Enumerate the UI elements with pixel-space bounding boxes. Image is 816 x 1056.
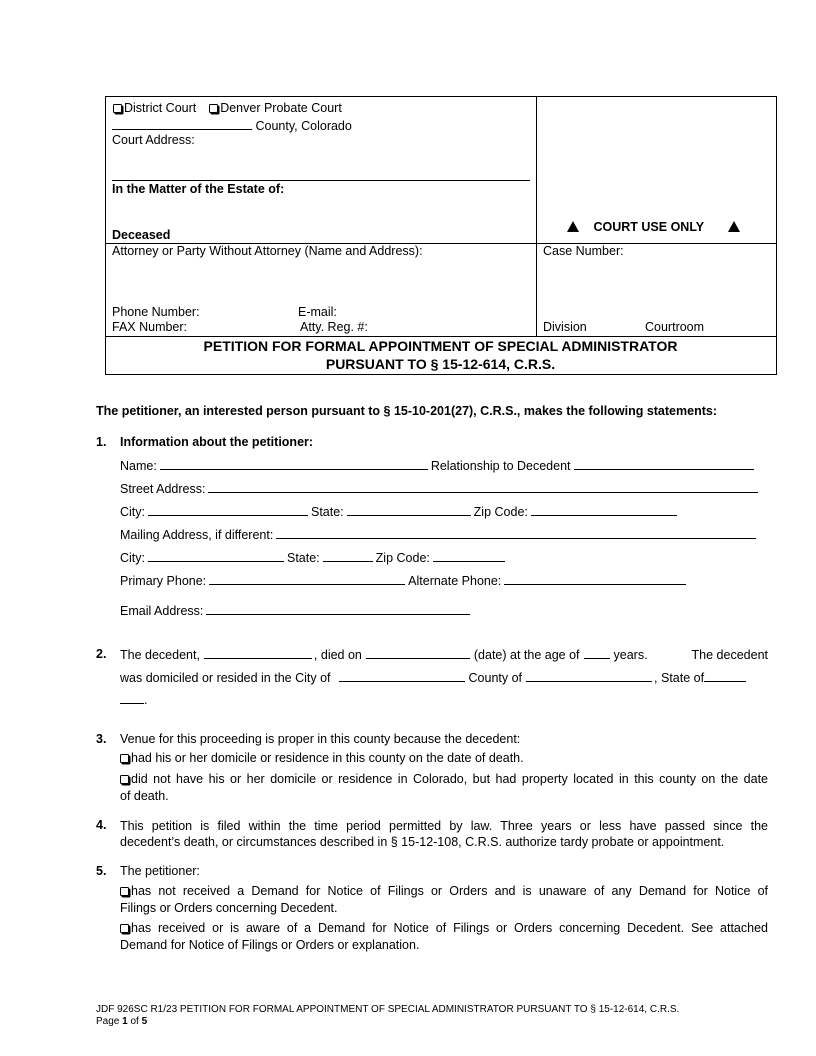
mailing-state-field[interactable] bbox=[323, 550, 373, 562]
demand-option-2-checkbox[interactable] bbox=[120, 924, 129, 933]
death-date-field[interactable] bbox=[366, 647, 470, 659]
triangle-up-icon bbox=[728, 221, 740, 232]
phone-row bbox=[120, 573, 689, 588]
state-label: State: bbox=[311, 505, 344, 519]
fax-label: FAX Number: bbox=[112, 320, 188, 334]
primary-phone-label: Primary Phone: bbox=[120, 574, 207, 588]
footer-form-id: JDF 926SC R1/23 PETITION FOR FORMAL APPOINTMENT OF SPECIAL ADMINISTRATOR PURSUANT TO § 15-12-614, C.R.S. bbox=[96, 1004, 680, 1015]
form-title-line-1: PETITION FOR FORMAL APPOINTMENT OF SPECIAL ADMINISTRATOR bbox=[203, 338, 678, 354]
mailing-zip-label: Zip Code: bbox=[375, 551, 430, 565]
petitioner-text: The petitioner: bbox=[120, 864, 200, 878]
footer-page-number: Page 1 of 5 bbox=[96, 1016, 148, 1027]
county-blank[interactable] bbox=[112, 118, 252, 130]
venue-option-1-checkbox[interactable] bbox=[120, 754, 129, 763]
domicile-city-field[interactable] bbox=[339, 670, 465, 682]
section-1-heading: Information about the petitioner: bbox=[120, 435, 314, 449]
mailing-city-label: City: bbox=[120, 551, 145, 565]
demand-option-2: has received or is aware of a Demand for Notice of Filings or Orders concerning Decedent. See attached Demand for Notice of Filings or Orders or explanation. bbox=[120, 921, 768, 952]
denver-probate-checkbox[interactable] bbox=[209, 104, 218, 113]
decedent-name-field[interactable] bbox=[204, 647, 312, 659]
county-line bbox=[112, 118, 352, 133]
age-field[interactable] bbox=[584, 647, 610, 659]
decedent-line-3: . bbox=[120, 692, 147, 707]
demand-option-1-checkbox[interactable] bbox=[120, 887, 129, 896]
atty-reg-label: Atty. Reg. #: bbox=[300, 320, 368, 334]
case-number-label: Case Number: bbox=[543, 244, 624, 258]
primary-phone-field[interactable] bbox=[209, 573, 405, 585]
court-address-label: Court Address: bbox=[112, 133, 195, 147]
city-row bbox=[120, 504, 680, 519]
district-court-checkbox[interactable] bbox=[113, 104, 122, 113]
form-title bbox=[105, 337, 776, 373]
street-label: Street Address: bbox=[120, 482, 206, 496]
city-field[interactable] bbox=[148, 504, 308, 516]
zip-label: Zip Code: bbox=[473, 505, 528, 519]
court-use-only: COURT USE ONLY bbox=[567, 220, 740, 234]
domicile-state-field-cont[interactable] bbox=[120, 692, 144, 704]
email-row bbox=[120, 603, 473, 618]
street-row bbox=[120, 481, 761, 496]
venue-option-2: did not have his or her domicile or residence in Colorado, but had property located in this county on the date of death. bbox=[120, 772, 768, 803]
relationship-label: Relationship to Decedent bbox=[430, 459, 571, 473]
court-selector bbox=[113, 101, 342, 115]
name-field[interactable] bbox=[160, 458, 428, 470]
email-address-label: Email Address: bbox=[120, 604, 204, 618]
decedent-line-2: was domiciled or resided in the City of County of , State of bbox=[120, 670, 746, 685]
mailing-row bbox=[120, 527, 759, 542]
mailing-zip-field[interactable] bbox=[433, 550, 505, 562]
division-label: Division bbox=[543, 320, 587, 334]
city-label: City: bbox=[120, 505, 145, 519]
alternate-phone-label: Alternate Phone: bbox=[408, 574, 502, 588]
email-label: E-mail: bbox=[298, 305, 337, 319]
venue-option-1: had his or her domicile or residence in this county on the date of death. bbox=[120, 751, 524, 765]
mailing-label: Mailing Address, if different: bbox=[120, 528, 274, 542]
form-title-line-2: PURSUANT TO § 15-12-614, C.R.S. bbox=[325, 356, 556, 372]
triangle-up-icon bbox=[567, 221, 579, 232]
county-label: County, Colorado bbox=[255, 119, 352, 133]
mailing-city-field[interactable] bbox=[148, 550, 284, 562]
deceased-label: Deceased bbox=[112, 228, 171, 242]
street-field[interactable] bbox=[208, 481, 758, 493]
domicile-county-field[interactable] bbox=[526, 670, 652, 682]
name-label: Name: bbox=[120, 459, 157, 473]
venue-text: Venue for this proceeding is proper in this county because the decedent: bbox=[120, 732, 521, 746]
section-3-number: 3. bbox=[96, 732, 107, 746]
district-court-label: District Court bbox=[124, 101, 197, 115]
alternate-phone-field[interactable] bbox=[504, 573, 686, 585]
attorney-label: Attorney or Party Without Attorney (Name and Address): bbox=[112, 244, 423, 258]
estate-matter-label: In the Matter of the Estate of: bbox=[112, 182, 285, 196]
venue-option-2-checkbox[interactable] bbox=[120, 775, 129, 784]
state-field[interactable] bbox=[347, 504, 471, 516]
court-address-line[interactable] bbox=[112, 180, 530, 181]
domicile-state-field[interactable] bbox=[704, 670, 746, 682]
timing-statement: This petition is filed within the time period permitted by law. Three years or less have passed since the decedent’s death, or circumstances described in § 15-12-108, C.R.S. authorize tardy probate or appointment. bbox=[120, 819, 768, 849]
relationship-field[interactable] bbox=[574, 458, 754, 470]
section-5-number: 5. bbox=[96, 864, 107, 878]
decedent-line-1: The decedent, , died on (date) at the age of years. The decedent bbox=[120, 648, 768, 662]
caption-vertical-divider bbox=[536, 96, 537, 337]
section-2-number: 2. bbox=[96, 647, 107, 661]
mailing-field[interactable] bbox=[276, 527, 756, 539]
denver-probate-label: Denver Probate Court bbox=[220, 101, 342, 115]
demand-option-1: has not received a Demand for Notice of Filings or Orders and is unaware of any Demand for Notice of Filings or Orders concerning Decedent. bbox=[120, 884, 768, 915]
section-4-number: 4. bbox=[96, 818, 107, 832]
courtroom-label: Courtroom bbox=[645, 320, 705, 334]
email-address-field[interactable] bbox=[206, 603, 470, 615]
intro-statement: The petitioner, an interested person pursuant to § 15-10-201(27), C.R.S., makes the following statements: bbox=[96, 404, 717, 418]
section-1-number: 1. bbox=[96, 435, 107, 449]
mailing-city-row bbox=[120, 550, 508, 565]
mailing-state-label: State: bbox=[287, 551, 320, 565]
name-row bbox=[120, 458, 757, 473]
phone-label: Phone Number: bbox=[112, 305, 200, 319]
zip-field[interactable] bbox=[531, 504, 677, 516]
